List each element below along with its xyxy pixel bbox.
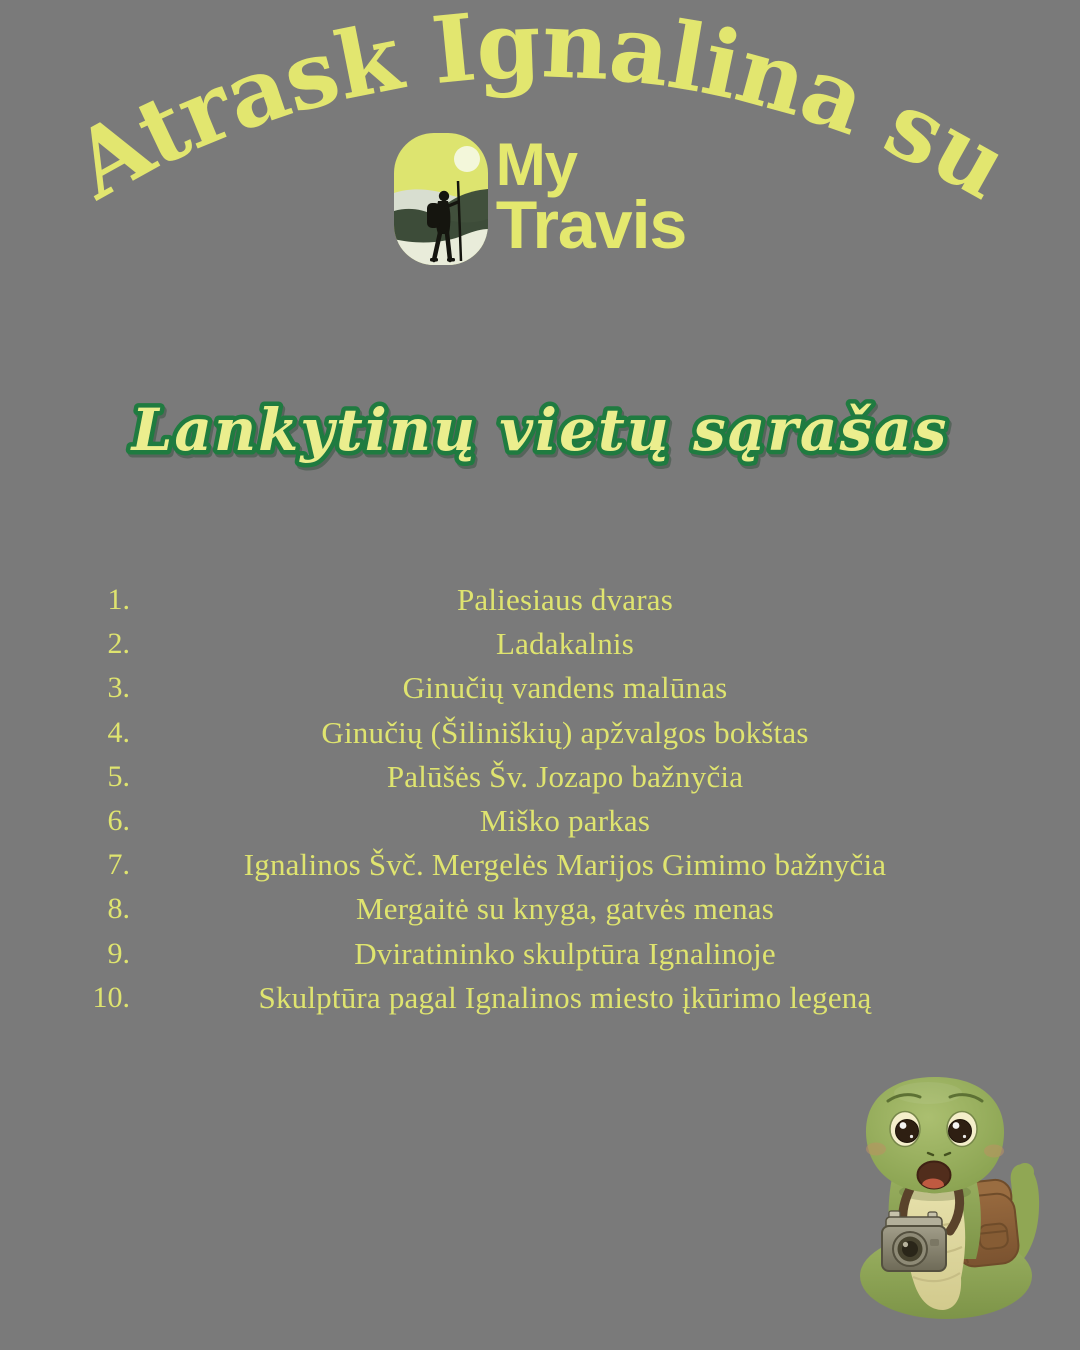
list-item xyxy=(0,887,1080,931)
list-item xyxy=(0,622,1080,666)
section-title: Lankytinų vietų sąrašas xyxy=(131,396,949,464)
list-item xyxy=(0,711,1080,755)
list-item xyxy=(0,976,1080,1020)
list-item-name: Ignalinos Švč. Mergelės Marijos Gimimo bažnyčia xyxy=(243,847,887,883)
list-item xyxy=(0,578,1080,622)
list-item-name: Ginučių vandens malūnas xyxy=(402,670,728,706)
logo-name-line1: My xyxy=(495,131,578,198)
mascot-head xyxy=(866,1077,1004,1193)
list-item-number: 9. xyxy=(107,936,130,970)
list-item-number: 5. xyxy=(107,759,130,793)
list-item-name: Miško parkas xyxy=(479,803,651,839)
list-item-number: 3. xyxy=(107,671,130,705)
list-item xyxy=(0,755,1080,799)
places-list xyxy=(0,578,1080,1020)
list-item-name: Palūšės Šv. Jozapo bažnyčia xyxy=(386,758,744,794)
list-item-number: 8. xyxy=(107,892,130,926)
list-item xyxy=(0,932,1080,976)
logo-name-line2: Travis xyxy=(495,187,687,263)
list-item xyxy=(0,799,1080,843)
list-item-name: Dviratininko skulptūra Ignalinoje xyxy=(354,935,776,971)
list-item-number: 6. xyxy=(107,804,130,838)
right-blush xyxy=(984,1145,1004,1158)
list-item-number: 4. xyxy=(107,715,130,749)
hiker-landscape-logo-icon xyxy=(394,133,488,265)
list-item-number: 1. xyxy=(107,583,130,617)
arc-title-text: Atrask Ignalina su xyxy=(55,0,1025,220)
list-item xyxy=(0,843,1080,887)
snake-mascot-illustration xyxy=(858,1073,1053,1323)
list-item-number: 2. xyxy=(107,627,130,661)
list-item-name: Mergaitė su knyga, gatvės menas xyxy=(356,891,774,927)
list-item-name: Paliesiaus dvaras xyxy=(456,582,674,618)
left-blush xyxy=(866,1143,886,1156)
section-heading xyxy=(0,386,1080,481)
list-item-name: Skulptūra pagal Ignalinos miesto įkūrimo legeną xyxy=(258,979,872,1015)
list-item-name: Ginučių (Šiliniškių) apžvalgos bokštas xyxy=(321,714,809,750)
list-item-name: Ladakalnis xyxy=(495,626,634,662)
list-item-number: 7. xyxy=(107,848,130,882)
logo-wordmark xyxy=(495,131,687,263)
list-item xyxy=(0,666,1080,710)
logo xyxy=(0,133,1080,265)
camera-icon xyxy=(882,1211,946,1271)
list-item-number: 10. xyxy=(92,980,130,1014)
